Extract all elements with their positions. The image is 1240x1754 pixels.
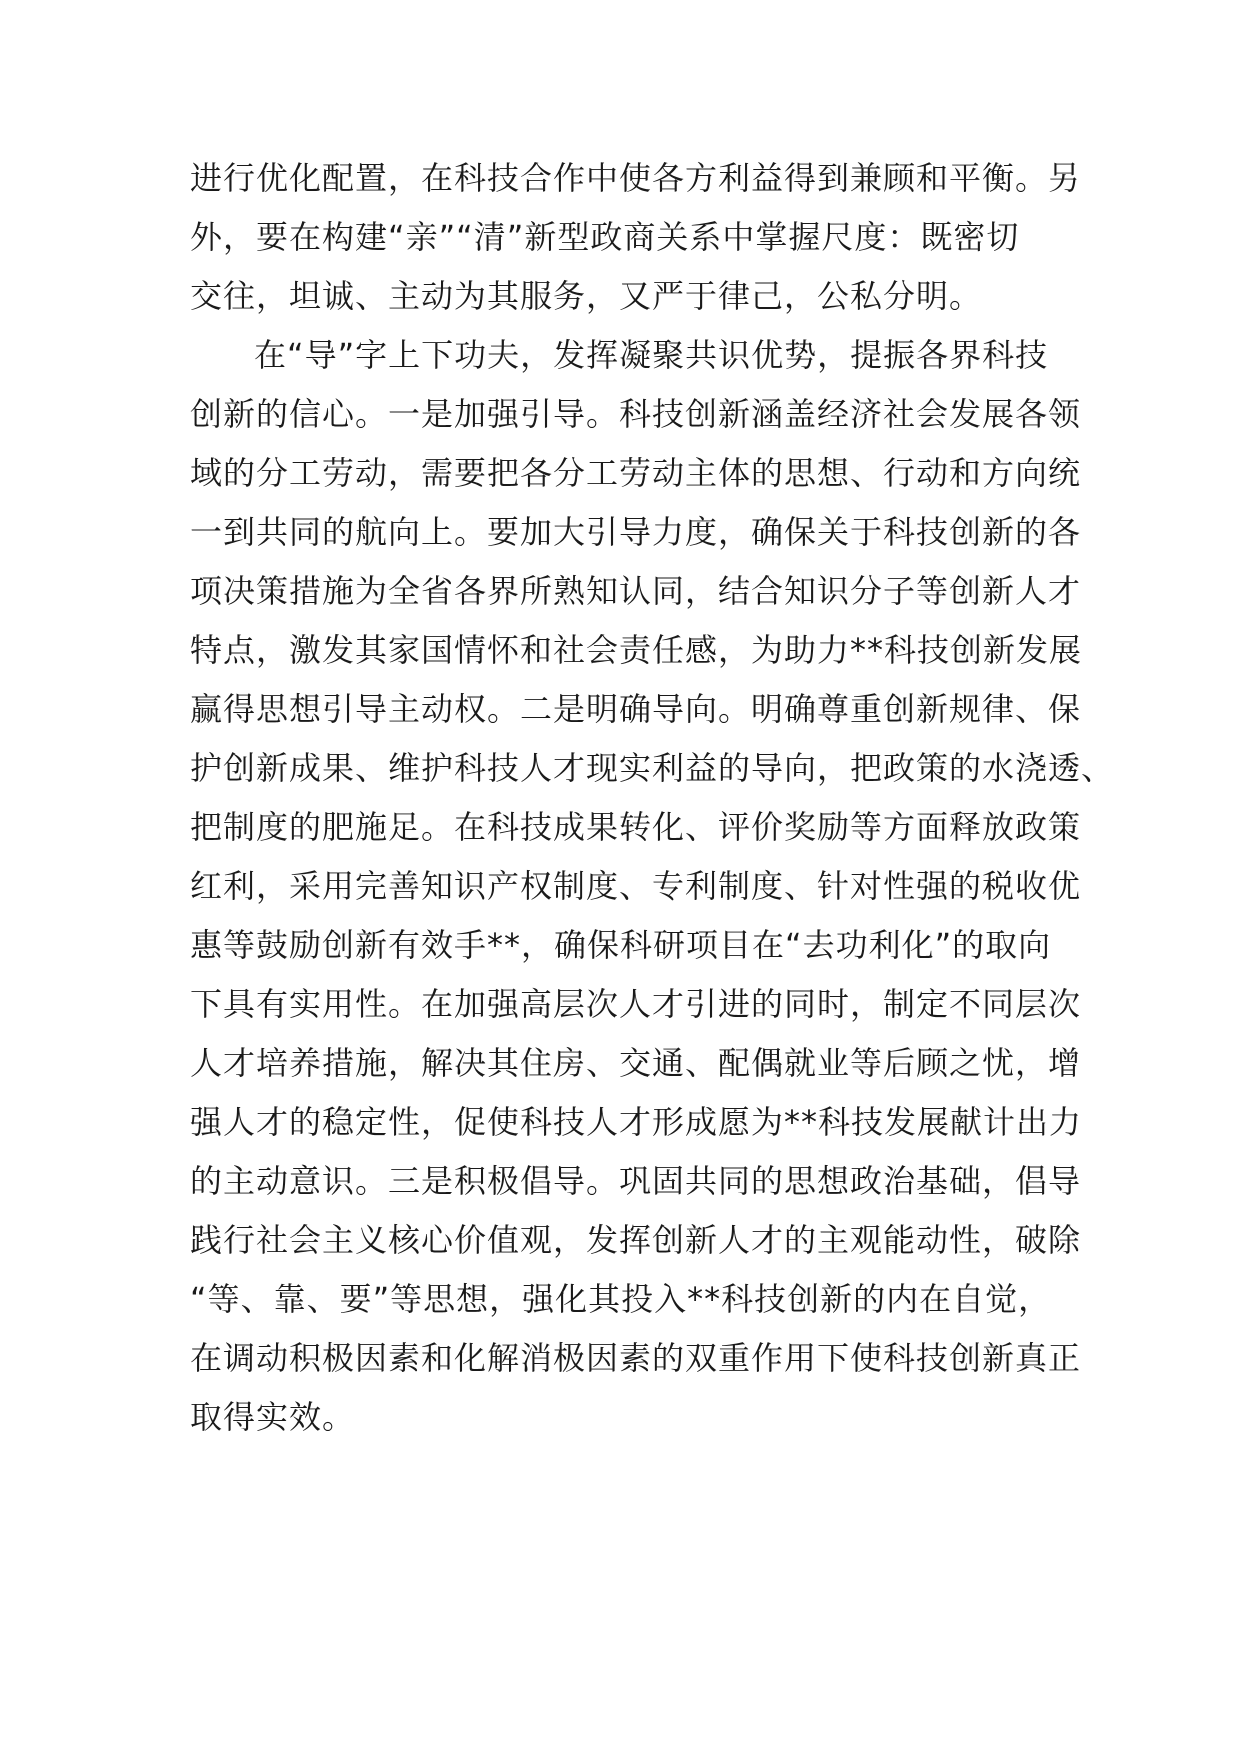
paragraph-2-line-7: 赢得思想引导主动权。二是明确导向。明确尊重创新规律、保	[190, 690, 1082, 728]
paragraph-2-line-10: 红利，采用完善知识产权制度、专利制度、针对性强的税收优	[190, 867, 1082, 905]
paragraph-2-line-9: 把制度的肥施足。在科技成果转化、评价奖励等方面释放政策	[190, 808, 1082, 846]
paragraph-2-line-19: 取得实效。	[190, 1398, 356, 1436]
paragraph-2-line-11: 惠等鼓励创新有效手**，确保科研项目在“去功利化”的取向	[190, 926, 1052, 964]
paragraph-2-line-6: 特点，激发其家国情怀和社会责任感，为助力**科技创新发展	[190, 631, 1083, 669]
paragraph-2-line-3: 域的分工劳动，需要把各分工劳动主体的思想、行动和方向统	[190, 454, 1082, 492]
paragraph-2-line-18: 在调动积极因素和化解消极因素的双重作用下使科技创新真正	[190, 1339, 1082, 1377]
paragraph-2-line-4: 一到共同的航向上。要加大引导力度，确保关于科技创新的各	[190, 513, 1082, 551]
paragraph-2-line-5: 项决策措施为全省各界所熟知认同，结合知识分子等创新人才	[190, 572, 1082, 610]
paragraph-2-line-17: “等、靠、要”等思想，强化其投入**科技创新的内在自觉，	[190, 1280, 1052, 1318]
paragraph-2-line-12: 下具有实用性。在加强高层次人才引进的同时，制定不同层次	[190, 985, 1082, 1023]
paragraph-1-line-3: 交往，坦诚、主动为其服务，又严于律己，公私分明。	[190, 277, 983, 315]
paragraph-1-line-2: 外，要在构建“亲”“清”新型政商关系中掌握尺度：既密切	[190, 218, 1020, 256]
paragraph-2-line-8: 护创新成果、维护科技人才现实利益的导向，把政策的水浇透、	[190, 749, 1115, 787]
paragraph-2-line-15: 的主动意识。三是积极倡导。巩固共同的思想政治基础，倡导	[190, 1162, 1082, 1200]
paragraph-2-line-14: 强人才的稳定性，促使科技人才形成愿为**科技发展献计出力	[190, 1103, 1083, 1141]
paragraph-2-line-16: 践行社会主义核心价值观，发挥创新人才的主观能动性，破除	[190, 1221, 1082, 1259]
paragraph-2-line-13: 人才培养措施，解决其住房、交通、配偶就业等后顾之忧，增	[190, 1044, 1082, 1082]
paragraph-2-line-1: 在“导”字上下功夫，发挥凝聚共识优势，提振各界科技	[254, 336, 1049, 374]
paragraph-2-line-2: 创新的信心。一是加强引导。科技创新涵盖经济社会发展各领	[190, 395, 1082, 433]
paragraph-1-line-1: 进行优化配置，在科技合作中使各方利益得到兼顾和平衡。另	[190, 159, 1082, 197]
